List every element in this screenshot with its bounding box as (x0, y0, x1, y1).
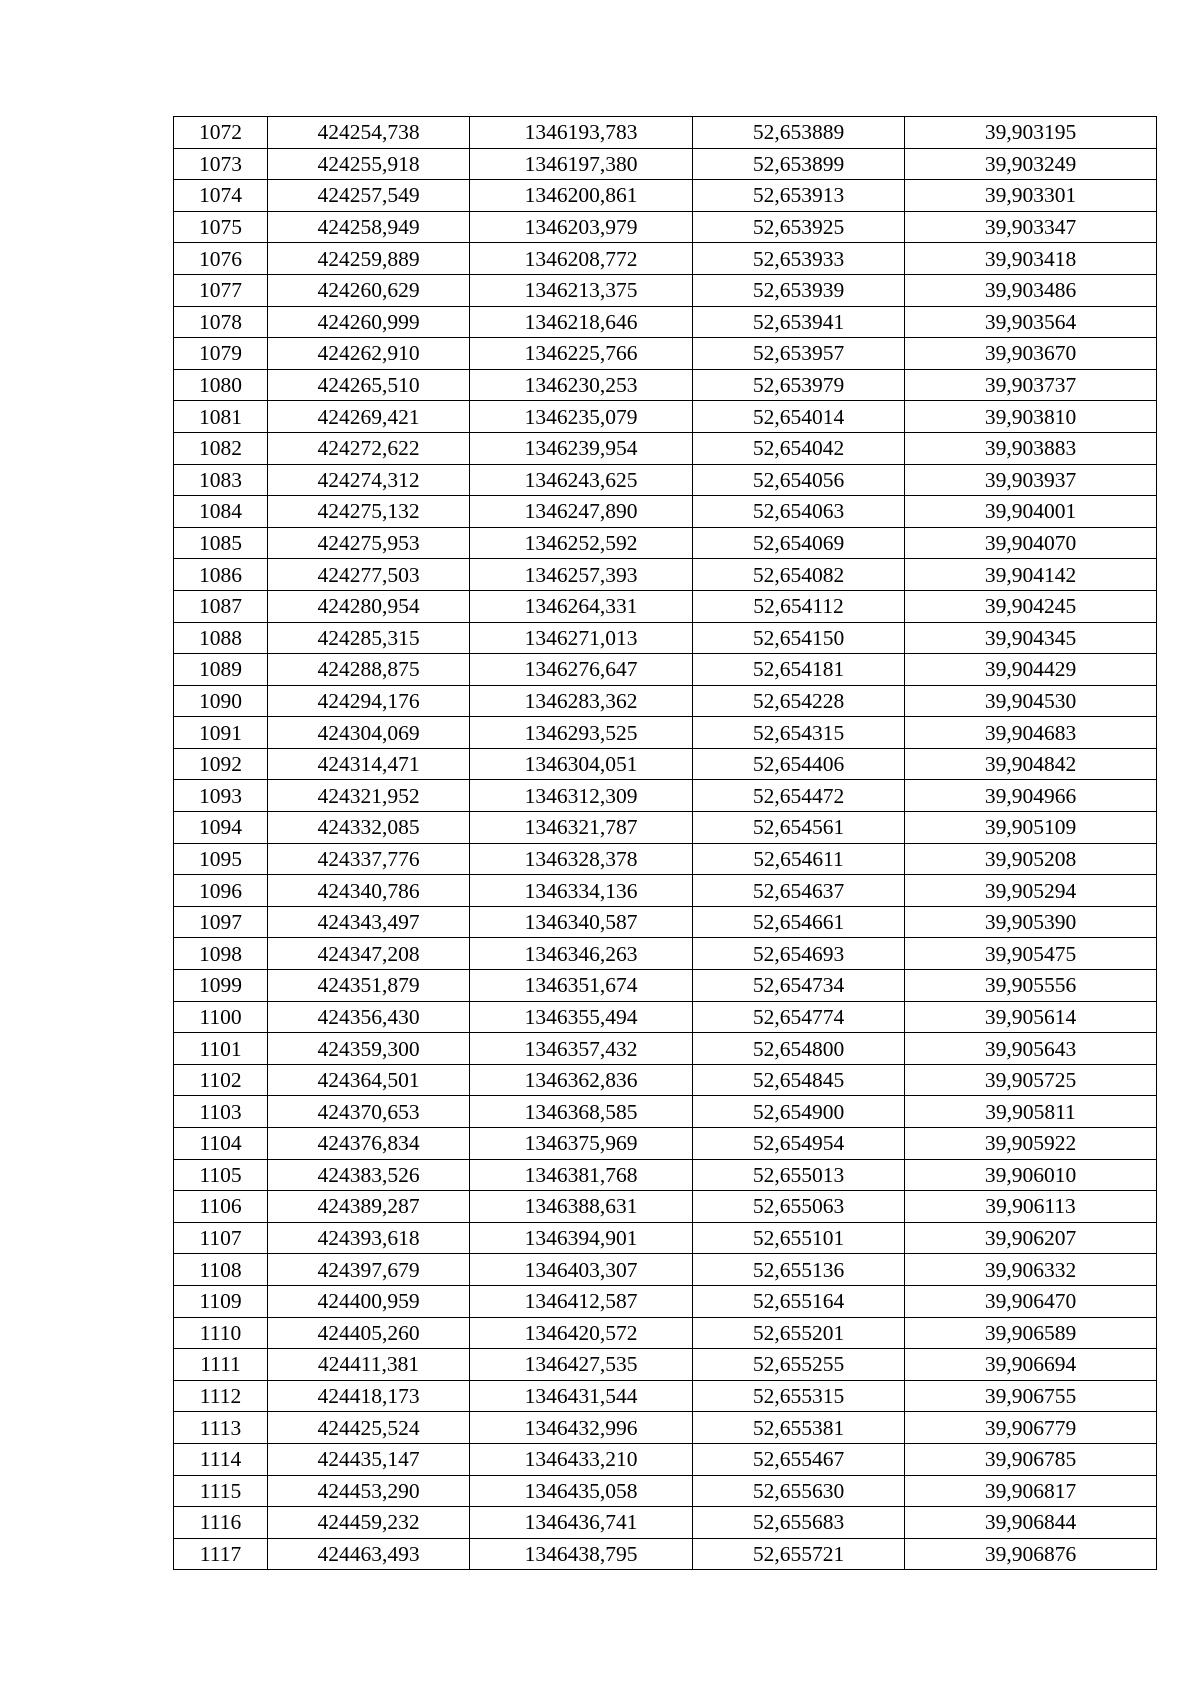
table-row (174, 1222, 1157, 1254)
point-number-cell: 1092 (174, 748, 268, 780)
point-number-cell: 1109 (174, 1285, 268, 1317)
point-number-cell: 1103 (174, 1096, 268, 1128)
y-coordinate-cell: 1346321,787 (470, 812, 693, 844)
y-coordinate-cell: 1346264,331 (470, 590, 693, 622)
latitude-cell: 52,653889 (693, 117, 905, 149)
longitude-cell: 39,904842 (905, 748, 1157, 780)
y-coordinate-cell: 1346351,674 (470, 970, 693, 1002)
latitude-cell: 52,653899 (693, 148, 905, 180)
y-coordinate-cell: 1346200,861 (470, 180, 693, 212)
y-coordinate-cell: 1346247,890 (470, 496, 693, 528)
x-coordinate-cell: 424356,430 (268, 1001, 470, 1033)
latitude-cell: 52,654112 (693, 590, 905, 622)
longitude-cell: 39,904001 (905, 496, 1157, 528)
longitude-cell: 39,904345 (905, 622, 1157, 654)
x-coordinate-cell: 424258,949 (268, 211, 470, 243)
table-row (174, 1412, 1157, 1444)
x-coordinate-cell: 424359,300 (268, 1033, 470, 1065)
latitude-cell: 52,654063 (693, 496, 905, 528)
longitude-cell: 39,903564 (905, 306, 1157, 338)
table-row (174, 243, 1157, 275)
y-coordinate-cell: 1346368,585 (470, 1096, 693, 1128)
y-coordinate-cell: 1346276,647 (470, 654, 693, 686)
table-row (174, 812, 1157, 844)
latitude-cell: 52,654774 (693, 1001, 905, 1033)
latitude-cell: 52,654845 (693, 1064, 905, 1096)
latitude-cell: 52,654611 (693, 843, 905, 875)
table-row (174, 1349, 1157, 1381)
longitude-cell: 39,905614 (905, 1001, 1157, 1033)
x-coordinate-cell: 424425,524 (268, 1412, 470, 1444)
longitude-cell: 39,903418 (905, 243, 1157, 275)
point-number-cell: 1106 (174, 1191, 268, 1223)
x-coordinate-cell: 424277,503 (268, 559, 470, 591)
x-coordinate-cell: 424463,493 (268, 1538, 470, 1570)
point-number-cell: 1074 (174, 180, 268, 212)
longitude-cell: 39,903737 (905, 369, 1157, 401)
point-number-cell: 1088 (174, 622, 268, 654)
x-coordinate-cell: 424255,918 (268, 148, 470, 180)
y-coordinate-cell: 1346362,836 (470, 1064, 693, 1096)
latitude-cell: 52,655201 (693, 1317, 905, 1349)
y-coordinate-cell: 1346420,572 (470, 1317, 693, 1349)
table-row (174, 1064, 1157, 1096)
y-coordinate-cell: 1346355,494 (470, 1001, 693, 1033)
table-row (174, 211, 1157, 243)
y-coordinate-cell: 1346312,309 (470, 780, 693, 812)
longitude-cell: 39,904429 (905, 654, 1157, 686)
x-coordinate-cell: 424405,260 (268, 1317, 470, 1349)
point-number-cell: 1101 (174, 1033, 268, 1065)
point-number-cell: 1085 (174, 527, 268, 559)
y-coordinate-cell: 1346403,307 (470, 1254, 693, 1286)
x-coordinate-cell: 424347,208 (268, 938, 470, 970)
y-coordinate-cell: 1346225,766 (470, 338, 693, 370)
latitude-cell: 52,655381 (693, 1412, 905, 1444)
table-row (174, 590, 1157, 622)
table-row (174, 1096, 1157, 1128)
table-row (174, 780, 1157, 812)
table-row (174, 1159, 1157, 1191)
point-number-cell: 1097 (174, 906, 268, 938)
longitude-cell: 39,905811 (905, 1096, 1157, 1128)
table-row (174, 1191, 1157, 1223)
longitude-cell: 39,906785 (905, 1443, 1157, 1475)
point-number-cell: 1100 (174, 1001, 268, 1033)
longitude-cell: 39,903810 (905, 401, 1157, 433)
latitude-cell: 52,655630 (693, 1475, 905, 1507)
longitude-cell: 39,906207 (905, 1222, 1157, 1254)
y-coordinate-cell: 1346239,954 (470, 432, 693, 464)
longitude-cell: 39,904683 (905, 717, 1157, 749)
coordinates-table (173, 116, 1157, 1570)
table-row (174, 148, 1157, 180)
x-coordinate-cell: 424376,834 (268, 1128, 470, 1160)
y-coordinate-cell: 1346388,631 (470, 1191, 693, 1223)
longitude-cell: 39,904070 (905, 527, 1157, 559)
point-number-cell: 1110 (174, 1317, 268, 1349)
point-number-cell: 1075 (174, 211, 268, 243)
table-row (174, 1128, 1157, 1160)
x-coordinate-cell: 424275,132 (268, 496, 470, 528)
longitude-cell: 39,903937 (905, 464, 1157, 496)
y-coordinate-cell: 1346193,783 (470, 117, 693, 149)
x-coordinate-cell: 424304,069 (268, 717, 470, 749)
longitude-cell: 39,906332 (905, 1254, 1157, 1286)
point-number-cell: 1091 (174, 717, 268, 749)
x-coordinate-cell: 424383,526 (268, 1159, 470, 1191)
longitude-cell: 39,905556 (905, 970, 1157, 1002)
table-row (174, 180, 1157, 212)
point-number-cell: 1095 (174, 843, 268, 875)
y-coordinate-cell: 1346427,535 (470, 1349, 693, 1381)
y-coordinate-cell: 1346328,378 (470, 843, 693, 875)
latitude-cell: 52,655164 (693, 1285, 905, 1317)
longitude-cell: 39,903249 (905, 148, 1157, 180)
y-coordinate-cell: 1346438,795 (470, 1538, 693, 1570)
table-row (174, 1254, 1157, 1286)
point-number-cell: 1094 (174, 812, 268, 844)
table-row (174, 906, 1157, 938)
point-number-cell: 1104 (174, 1128, 268, 1160)
x-coordinate-cell: 424294,176 (268, 685, 470, 717)
longitude-cell: 39,903883 (905, 432, 1157, 464)
table-row (174, 654, 1157, 686)
point-number-cell: 1113 (174, 1412, 268, 1444)
latitude-cell: 52,655136 (693, 1254, 905, 1286)
x-coordinate-cell: 424337,776 (268, 843, 470, 875)
longitude-cell: 39,905643 (905, 1033, 1157, 1065)
y-coordinate-cell: 1346412,587 (470, 1285, 693, 1317)
x-coordinate-cell: 424260,629 (268, 274, 470, 306)
longitude-cell: 39,903195 (905, 117, 1157, 149)
y-coordinate-cell: 1346293,525 (470, 717, 693, 749)
latitude-cell: 52,654406 (693, 748, 905, 780)
longitude-cell: 39,905208 (905, 843, 1157, 875)
x-coordinate-cell: 424340,786 (268, 875, 470, 907)
y-coordinate-cell: 1346435,058 (470, 1475, 693, 1507)
latitude-cell: 52,655467 (693, 1443, 905, 1475)
point-number-cell: 1079 (174, 338, 268, 370)
longitude-cell: 39,904530 (905, 685, 1157, 717)
x-coordinate-cell: 424265,510 (268, 369, 470, 401)
x-coordinate-cell: 424393,618 (268, 1222, 470, 1254)
table-row (174, 1001, 1157, 1033)
table-row (174, 527, 1157, 559)
latitude-cell: 52,654181 (693, 654, 905, 686)
latitude-cell: 52,654042 (693, 432, 905, 464)
table-row (174, 432, 1157, 464)
x-coordinate-cell: 424259,889 (268, 243, 470, 275)
longitude-cell: 39,904142 (905, 559, 1157, 591)
y-coordinate-cell: 1346283,362 (470, 685, 693, 717)
point-number-cell: 1098 (174, 938, 268, 970)
y-coordinate-cell: 1346432,996 (470, 1412, 693, 1444)
y-coordinate-cell: 1346218,646 (470, 306, 693, 338)
latitude-cell: 52,654150 (693, 622, 905, 654)
x-coordinate-cell: 424262,910 (268, 338, 470, 370)
latitude-cell: 52,654661 (693, 906, 905, 938)
y-coordinate-cell: 1346252,592 (470, 527, 693, 559)
latitude-cell: 52,654472 (693, 780, 905, 812)
point-number-cell: 1089 (174, 654, 268, 686)
x-coordinate-cell: 424254,738 (268, 117, 470, 149)
longitude-cell: 39,905390 (905, 906, 1157, 938)
longitude-cell: 39,905475 (905, 938, 1157, 970)
latitude-cell: 52,653933 (693, 243, 905, 275)
point-number-cell: 1083 (174, 464, 268, 496)
longitude-cell: 39,906844 (905, 1507, 1157, 1539)
latitude-cell: 52,654082 (693, 559, 905, 591)
latitude-cell: 52,654900 (693, 1096, 905, 1128)
point-number-cell: 1086 (174, 559, 268, 591)
point-number-cell: 1087 (174, 590, 268, 622)
point-number-cell: 1114 (174, 1443, 268, 1475)
x-coordinate-cell: 424389,287 (268, 1191, 470, 1223)
longitude-cell: 39,906589 (905, 1317, 1157, 1349)
latitude-cell: 52,654693 (693, 938, 905, 970)
table-row (174, 401, 1157, 433)
table-row (174, 559, 1157, 591)
latitude-cell: 52,653957 (693, 338, 905, 370)
x-coordinate-cell: 424370,653 (268, 1096, 470, 1128)
y-coordinate-cell: 1346334,136 (470, 875, 693, 907)
y-coordinate-cell: 1346340,587 (470, 906, 693, 938)
table-row (174, 717, 1157, 749)
table-row (174, 1475, 1157, 1507)
x-coordinate-cell: 424275,953 (268, 527, 470, 559)
x-coordinate-cell: 424351,879 (268, 970, 470, 1002)
y-coordinate-cell: 1346257,393 (470, 559, 693, 591)
latitude-cell: 52,654800 (693, 1033, 905, 1065)
x-coordinate-cell: 424269,421 (268, 401, 470, 433)
latitude-cell: 52,653925 (693, 211, 905, 243)
y-coordinate-cell: 1346213,375 (470, 274, 693, 306)
y-coordinate-cell: 1346203,979 (470, 211, 693, 243)
longitude-cell: 39,903347 (905, 211, 1157, 243)
y-coordinate-cell: 1346304,051 (470, 748, 693, 780)
point-number-cell: 1093 (174, 780, 268, 812)
point-number-cell: 1105 (174, 1159, 268, 1191)
longitude-cell: 39,903486 (905, 274, 1157, 306)
longitude-cell: 39,905725 (905, 1064, 1157, 1096)
y-coordinate-cell: 1346431,544 (470, 1380, 693, 1412)
y-coordinate-cell: 1346357,432 (470, 1033, 693, 1065)
longitude-cell: 39,906817 (905, 1475, 1157, 1507)
latitude-cell: 52,655013 (693, 1159, 905, 1191)
y-coordinate-cell: 1346375,969 (470, 1128, 693, 1160)
latitude-cell: 52,654734 (693, 970, 905, 1002)
x-coordinate-cell: 424285,315 (268, 622, 470, 654)
latitude-cell: 52,655255 (693, 1349, 905, 1381)
table-row (174, 369, 1157, 401)
table-row (174, 875, 1157, 907)
point-number-cell: 1108 (174, 1254, 268, 1286)
latitude-cell: 52,655063 (693, 1191, 905, 1223)
point-number-cell: 1102 (174, 1064, 268, 1096)
y-coordinate-cell: 1346235,079 (470, 401, 693, 433)
table-row (174, 748, 1157, 780)
point-number-cell: 1107 (174, 1222, 268, 1254)
longitude-cell: 39,906755 (905, 1380, 1157, 1412)
x-coordinate-cell: 424364,501 (268, 1064, 470, 1096)
longitude-cell: 39,904966 (905, 780, 1157, 812)
x-coordinate-cell: 424435,147 (268, 1443, 470, 1475)
table-row (174, 622, 1157, 654)
y-coordinate-cell: 1346394,901 (470, 1222, 693, 1254)
table-row (174, 306, 1157, 338)
x-coordinate-cell: 424280,954 (268, 590, 470, 622)
point-number-cell: 1081 (174, 401, 268, 433)
longitude-cell: 39,905109 (905, 812, 1157, 844)
x-coordinate-cell: 424274,312 (268, 464, 470, 496)
x-coordinate-cell: 424343,497 (268, 906, 470, 938)
table-row (174, 1507, 1157, 1539)
latitude-cell: 52,655315 (693, 1380, 905, 1412)
table-row (174, 1538, 1157, 1570)
longitude-cell: 39,906113 (905, 1191, 1157, 1223)
longitude-cell: 39,906470 (905, 1285, 1157, 1317)
longitude-cell: 39,903670 (905, 338, 1157, 370)
longitude-cell: 39,903301 (905, 180, 1157, 212)
y-coordinate-cell: 1346243,625 (470, 464, 693, 496)
x-coordinate-cell: 424314,471 (268, 748, 470, 780)
point-number-cell: 1073 (174, 148, 268, 180)
x-coordinate-cell: 424400,959 (268, 1285, 470, 1317)
point-number-cell: 1090 (174, 685, 268, 717)
point-number-cell: 1116 (174, 1507, 268, 1539)
table-row (174, 117, 1157, 149)
point-number-cell: 1072 (174, 117, 268, 149)
latitude-cell: 52,653979 (693, 369, 905, 401)
latitude-cell: 52,654637 (693, 875, 905, 907)
table-row (174, 1033, 1157, 1065)
table-row (174, 464, 1157, 496)
x-coordinate-cell: 424272,622 (268, 432, 470, 464)
x-coordinate-cell: 424397,679 (268, 1254, 470, 1286)
point-number-cell: 1082 (174, 432, 268, 464)
x-coordinate-cell: 424411,381 (268, 1349, 470, 1381)
point-number-cell: 1078 (174, 306, 268, 338)
longitude-cell: 39,905922 (905, 1128, 1157, 1160)
point-number-cell: 1111 (174, 1349, 268, 1381)
y-coordinate-cell: 1346436,741 (470, 1507, 693, 1539)
y-coordinate-cell: 1346197,380 (470, 148, 693, 180)
x-coordinate-cell: 424260,999 (268, 306, 470, 338)
point-number-cell: 1117 (174, 1538, 268, 1570)
x-coordinate-cell: 424459,232 (268, 1507, 470, 1539)
latitude-cell: 52,654228 (693, 685, 905, 717)
latitude-cell: 52,654561 (693, 812, 905, 844)
longitude-cell: 39,906010 (905, 1159, 1157, 1191)
point-number-cell: 1084 (174, 496, 268, 528)
latitude-cell: 52,655721 (693, 1538, 905, 1570)
latitude-cell: 52,654069 (693, 527, 905, 559)
table-row (174, 1317, 1157, 1349)
latitude-cell: 52,654056 (693, 464, 905, 496)
y-coordinate-cell: 1346433,210 (470, 1443, 693, 1475)
point-number-cell: 1115 (174, 1475, 268, 1507)
table-row (174, 1285, 1157, 1317)
point-number-cell: 1077 (174, 274, 268, 306)
latitude-cell: 52,654014 (693, 401, 905, 433)
table-row (174, 1380, 1157, 1412)
table-row (174, 685, 1157, 717)
latitude-cell: 52,653913 (693, 180, 905, 212)
point-number-cell: 1076 (174, 243, 268, 275)
latitude-cell: 52,654954 (693, 1128, 905, 1160)
longitude-cell: 39,906779 (905, 1412, 1157, 1444)
table-row (174, 970, 1157, 1002)
y-coordinate-cell: 1346346,263 (470, 938, 693, 970)
point-number-cell: 1096 (174, 875, 268, 907)
longitude-cell: 39,906694 (905, 1349, 1157, 1381)
table-row (174, 843, 1157, 875)
y-coordinate-cell: 1346208,772 (470, 243, 693, 275)
y-coordinate-cell: 1346381,768 (470, 1159, 693, 1191)
table-row (174, 496, 1157, 528)
longitude-cell: 39,905294 (905, 875, 1157, 907)
point-number-cell: 1080 (174, 369, 268, 401)
latitude-cell: 52,655683 (693, 1507, 905, 1539)
longitude-cell: 39,906876 (905, 1538, 1157, 1570)
x-coordinate-cell: 424332,085 (268, 812, 470, 844)
x-coordinate-cell: 424257,549 (268, 180, 470, 212)
x-coordinate-cell: 424321,952 (268, 780, 470, 812)
latitude-cell: 52,653941 (693, 306, 905, 338)
x-coordinate-cell: 424288,875 (268, 654, 470, 686)
latitude-cell: 52,654315 (693, 717, 905, 749)
table-row (174, 338, 1157, 370)
latitude-cell: 52,653939 (693, 274, 905, 306)
x-coordinate-cell: 424418,173 (268, 1380, 470, 1412)
longitude-cell: 39,904245 (905, 590, 1157, 622)
y-coordinate-cell: 1346271,013 (470, 622, 693, 654)
point-number-cell: 1099 (174, 970, 268, 1002)
table-row (174, 1443, 1157, 1475)
y-coordinate-cell: 1346230,253 (470, 369, 693, 401)
latitude-cell: 52,655101 (693, 1222, 905, 1254)
x-coordinate-cell: 424453,290 (268, 1475, 470, 1507)
table-row (174, 938, 1157, 970)
point-number-cell: 1112 (174, 1380, 268, 1412)
table-row (174, 274, 1157, 306)
coordinates-table-body (174, 117, 1157, 1570)
